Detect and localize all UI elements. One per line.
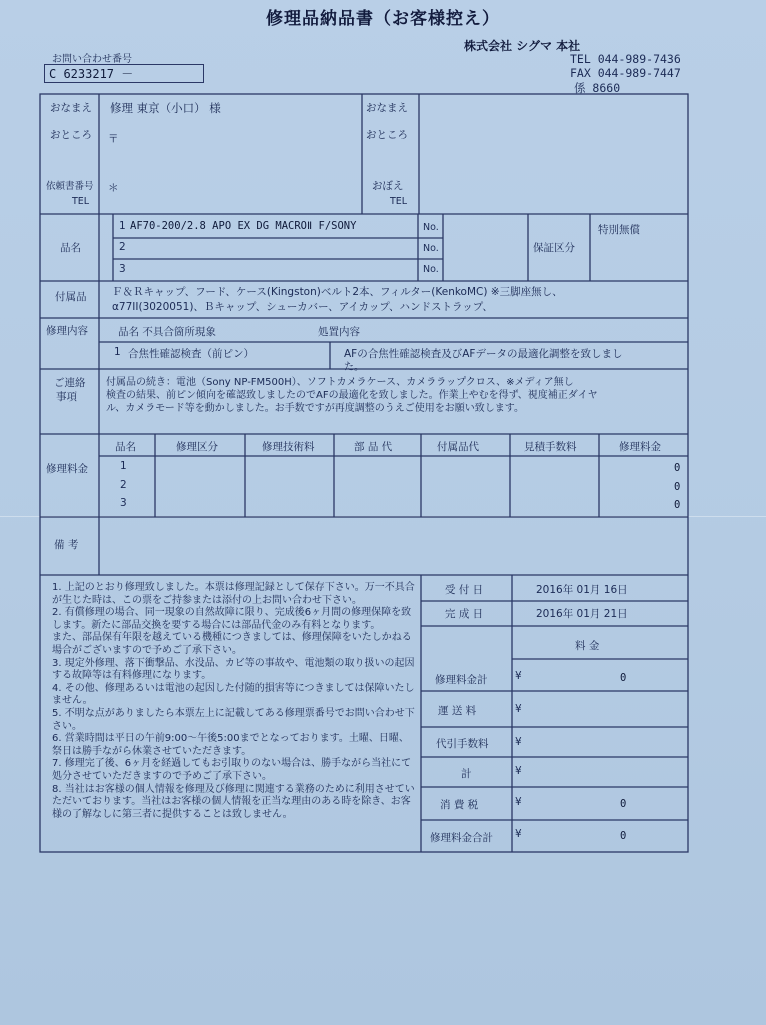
repair-col-symptom: 品名 不具合箇所現象 xyxy=(118,326,216,338)
charge-repair-subtotal-label: 修理料金計 xyxy=(435,674,488,686)
fees-header-estimate: 見積手数料 xyxy=(524,441,577,453)
charge-shipping-label: 運 送 料 xyxy=(438,705,477,717)
customer-name-value: 修理 東京（小口） 様 xyxy=(110,101,221,115)
notify-address-label: おところ xyxy=(366,129,408,141)
customer-address-label: おところ xyxy=(50,129,92,141)
staff-code: 係 8660 xyxy=(574,81,621,95)
accessories-line-2: α77II(3020051)、Ｂキャップ、シューカバー、アイカップ、ハンドストラップ、 xyxy=(112,301,493,313)
note-4: 4. その他、修理あるいは電池の起因した付随的損害等につきましては保障いたしません。 xyxy=(52,682,415,707)
contact-label-1: ご連絡 xyxy=(54,377,86,389)
serial-no-label-3: No. xyxy=(423,264,439,275)
note-3: 3. 現定外修理、落下衝撃品、水没品、カビ等の事故や、電池類の取り扱いの起因する故障等は有料修理になります。 xyxy=(52,657,415,682)
charge-tax-yen: ¥ xyxy=(515,796,522,808)
serial-no-label-2: No. xyxy=(423,243,439,254)
postal-mark: 〒 xyxy=(108,133,119,145)
fees-row-1-amount: 0 xyxy=(674,462,681,474)
received-date-label: 受 付 日 xyxy=(445,584,484,596)
request-number-label: 依頼書番号 xyxy=(46,181,94,192)
accessories-line-1: Ｆ＆Ｒキャップ、フード、ケース(Kingston)ベルト2本、フィルター(KenkoMC) ※三脚座無し、 xyxy=(112,286,563,298)
repair-col-action: 処置内容 xyxy=(318,326,360,338)
charge-tax-value: 0 xyxy=(620,798,627,810)
warranty-label: 保証区分 xyxy=(533,242,575,254)
note-1: 1. 上記のとおり修理致しました。本票は修理記録として保存下さい。万一不具合が生じた時は、この票をご持参または添付の上お問い合わせ下さい。 xyxy=(52,582,415,606)
repair-action-line-2: た。 xyxy=(344,362,364,373)
terms-notes xyxy=(52,582,417,821)
note-2-cont: また、部品保有年限を越えている機種につきましては、修理保障をいたしかねる場合がございますので予めご了承下さい。 xyxy=(52,632,412,656)
fees-label: 修理料金 xyxy=(46,463,88,475)
product-row-1-no: 1 xyxy=(119,220,126,232)
inquiry-number: C 6233217 － xyxy=(44,64,204,83)
charge-repair-subtotal-value: 0 xyxy=(620,672,627,684)
note-6: 6. 営業時間は平日の午前9:00～午後5:00までとなっております。土曜、日曜、祭日は勝手ながら休業させていただきます。 xyxy=(52,733,409,757)
remarks-label: 備 考 xyxy=(54,539,79,551)
fees-row-2-no: 2 xyxy=(120,479,127,491)
completed-date: 2016年 01月 21日 xyxy=(536,608,628,620)
completed-date-label: 完 成 日 xyxy=(445,608,484,620)
charge-shipping-yen: ¥ xyxy=(515,703,522,715)
fees-header-total: 修理料金 xyxy=(619,441,661,453)
company-fax: FAX 044-989-7447 xyxy=(570,66,681,80)
notify-memo-label: おぼえ xyxy=(372,180,404,192)
document-title: 修理品納品書（お客様控え） xyxy=(266,9,500,29)
note-5: 5. 不明な点がありましたら本票左上に記載してある修理票番号でお問い合わせ下さい。 xyxy=(52,707,415,732)
fees-header-category: 修理区分 xyxy=(176,441,218,453)
charge-cod-fee-label: 代引手数料 xyxy=(436,738,489,750)
company-name: 株式会社 シグマ 本社 xyxy=(464,39,581,53)
fees-header-labor: 修理技術料 xyxy=(262,441,315,453)
fees-header-item: 品名 xyxy=(115,441,136,453)
paper-fold xyxy=(0,516,766,517)
product-row-1-name: AF70-200/2.8 APO EX DG MACROⅡ F/SONY xyxy=(130,220,357,232)
received-date: 2016年 01月 16日 xyxy=(536,584,628,596)
customer-tel-label: TEL xyxy=(72,196,90,207)
repair-action-line-1: AFの合焦性確認検査及びAFデータの最適化調整を致しまし xyxy=(344,348,623,360)
contact-label-2: 事項 xyxy=(56,391,77,403)
fees-row-3-amount: 0 xyxy=(674,499,681,511)
fees-row-3-no: 3 xyxy=(120,497,127,509)
warranty-value: 特別無償 xyxy=(598,224,640,236)
fees-row-1-no: 1 xyxy=(120,460,127,472)
accessories-label: 付属品 xyxy=(55,291,87,303)
contact-line-3: ル、カメラモード等を動かしました。お手数ですが再度調整のうえご使用をお願い致します。 xyxy=(106,403,524,414)
product-label: 品名 xyxy=(60,242,81,254)
fees-header-accessory: 付属品代 xyxy=(437,441,479,453)
contact-line-2: 検査の結果、前ピン傾向を確認致しましたのでAFの最適化を致しました。作業上やむを得ず、視度補正ダイヤ xyxy=(106,390,598,401)
inquiry-label: お問い合わせ番号 xyxy=(52,54,132,65)
charge-grand-total-label: 修理料金合計 xyxy=(430,832,493,844)
product-row-3-no: 3 xyxy=(119,263,126,275)
product-row-2-no: 2 xyxy=(119,241,126,253)
charges-header: 料 金 xyxy=(575,640,600,652)
fees-header-parts: 部 品 代 xyxy=(354,441,393,453)
fees-row-2-amount: 0 xyxy=(674,481,681,493)
charge-cod-fee-yen: ¥ xyxy=(515,736,522,748)
charge-total-label: 計 xyxy=(461,768,472,780)
request-mark: ＊ xyxy=(108,182,119,194)
notify-tel-label: TEL xyxy=(390,196,408,207)
company-tel: TEL 044-989-7436 xyxy=(570,52,681,66)
note-7: 7. 修理完了後、6ヶ月を経過してもお引取りのない場合は、勝手ながら当社にて処分させていただきますので予めご了承下さい。 xyxy=(52,758,412,782)
note-2: 2. 有償修理の場合、同一現象の自然故障に限り、完成後6ヶ月間の修理保障を致します。新たに部品交換を要する場合には部品代金のみ有料となります。 xyxy=(52,607,412,631)
customer-name-label: おなまえ xyxy=(50,102,92,114)
charge-tax-label: 消 費 税 xyxy=(440,799,479,811)
notify-name-label: おなまえ xyxy=(366,102,408,114)
repair-label: 修理内容 xyxy=(46,325,88,337)
charge-total-yen: ¥ xyxy=(515,765,522,777)
repair-item-no: 1 xyxy=(114,346,121,358)
charge-grand-total-value: 0 xyxy=(620,830,627,842)
charge-repair-subtotal-yen: ¥ xyxy=(515,670,522,682)
serial-no-label-1: No. xyxy=(423,222,439,233)
charge-grand-total-yen: ¥ xyxy=(515,828,522,840)
contact-line-1: 付属品の続き：電池（Sony NP-FM500H）、ソフトカメラケース、カメララップクロス、※メディア無し xyxy=(106,377,574,388)
repair-symptom: 合焦性確認検査（前ピン） xyxy=(128,348,254,360)
note-8: 8. 当社はお客様の個人情報を修理及び修理に関連する業務のために利用させていただいております。当社はお客様の個人情報を正当な理由のある時を除き、お客様の了解なしに第三者に提供することは致しません。 xyxy=(52,783,415,820)
